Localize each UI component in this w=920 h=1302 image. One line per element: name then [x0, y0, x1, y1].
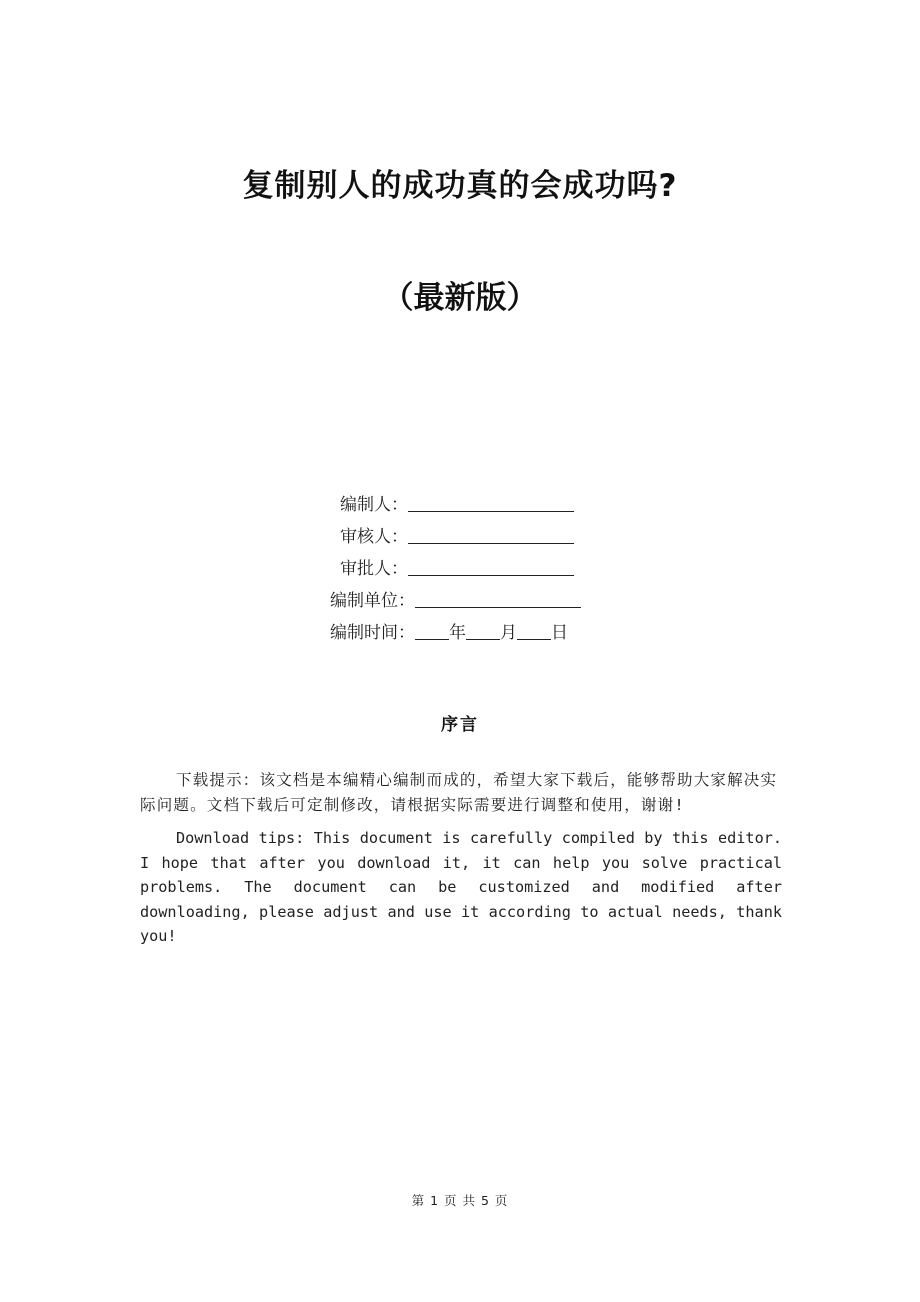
- month-label: 月: [500, 623, 517, 643]
- document-subtitle: （最新版）: [382, 280, 538, 316]
- day-label: 日: [551, 623, 568, 643]
- reviewer-blank-line: [408, 525, 574, 544]
- year-blank-line: [415, 621, 449, 640]
- document-title: 复制别人的成功真的会成功吗?: [242, 168, 678, 204]
- unit-blank-line: [415, 589, 581, 608]
- approver-label: 审批人：: [340, 559, 408, 579]
- approver-blank-line: [408, 557, 574, 576]
- month-blank-line: [466, 621, 500, 640]
- preface-chinese-paragraph: 下载提示：该文档是本编精心编制而成的，希望大家下载后，能够帮助大家解决实际问题。文档下载后可定制修改，请根据实际需要进行调整和使用，谢谢!: [140, 771, 778, 814]
- time-row: [0, 617, 920, 649]
- editor-row: [0, 489, 920, 521]
- unit-label: 编制单位：: [330, 591, 415, 611]
- approver-row: [0, 553, 920, 585]
- preface-heading: 序言: [441, 715, 479, 735]
- time-label: 编制时间：: [330, 623, 415, 643]
- editor-blank-line: [408, 493, 574, 512]
- unit-row: [0, 585, 920, 617]
- editor-label: 编制人：: [340, 495, 408, 515]
- document-info-block: [0, 489, 920, 649]
- preface-english-paragraph: Download tips: This document is carefully compiled by this editor. I hope that after you download it, it can help you solve practical problems. The document can be customized and modified after downloading, please adjust and use it according to actual needs, thank you!: [140, 829, 782, 945]
- reviewer-label: 审核人：: [340, 527, 408, 547]
- page-number-footer: 第 1 页 共 5 页: [411, 1193, 509, 1208]
- year-label: 年: [449, 623, 466, 643]
- day-blank-line: [517, 621, 551, 640]
- reviewer-row: [0, 521, 920, 553]
